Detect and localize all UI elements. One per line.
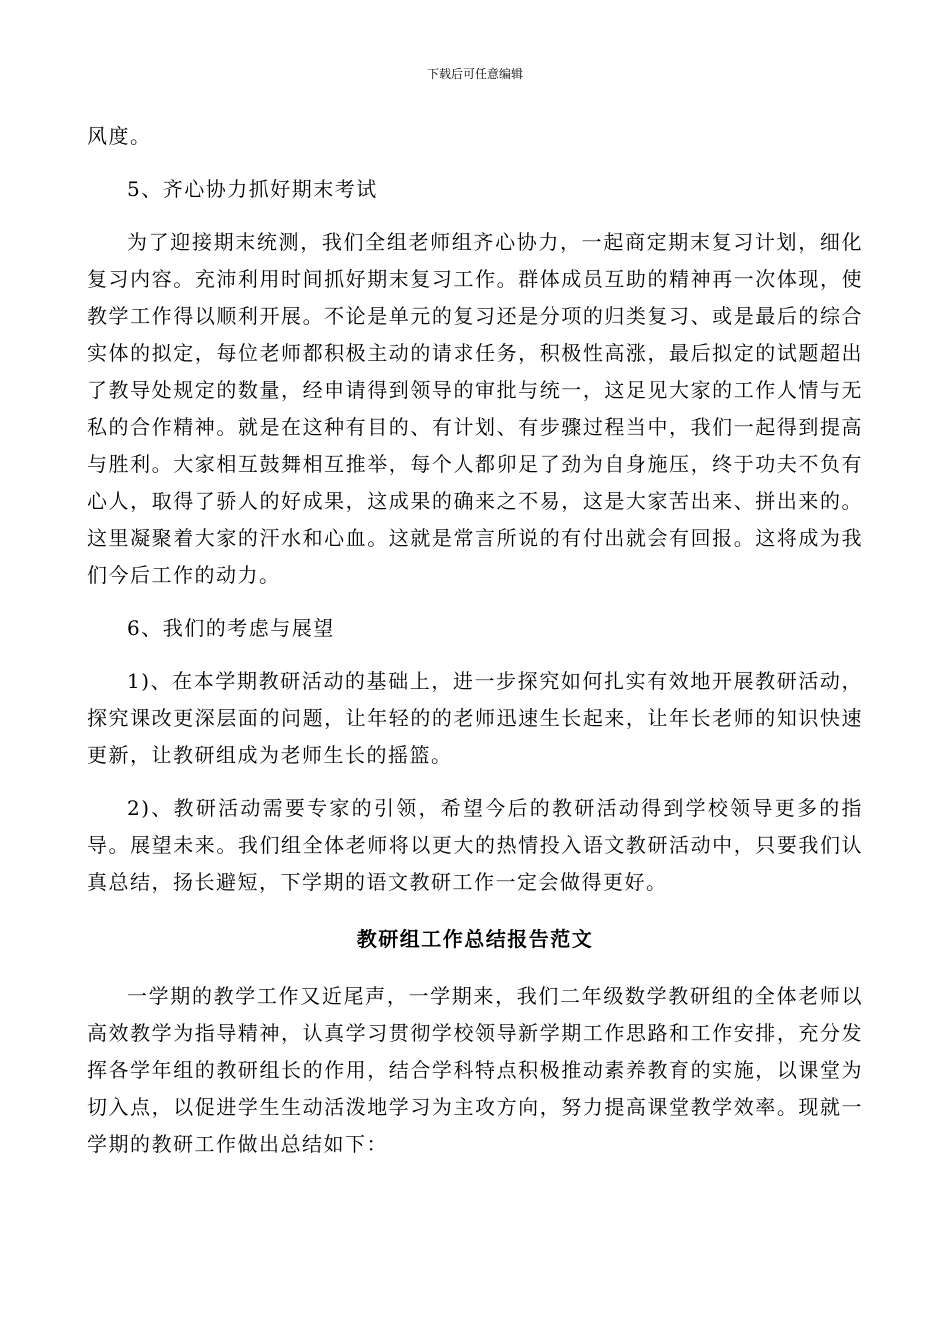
paragraph-outlook-1: 1)、在本学期教研活动的基础上，进一步探究如何扎实有效地开展教研活动，探究课改更深层面的问题，让年轻的的老师迅速生长起来，让年长老师的知识快速更新，让教研组成为老师生长的摇篮。	[87, 669, 863, 767]
paragraph-intro: 一学期的教学工作又近尾声，一学期来，我们二年级数学教研组的全体老师以高效教学为指导精神，认真学习贯彻学校领导新学期工作思路和工作安排，充分发挥各学年组的教研组长的作用，结合学科特点积极推动素养教育的实施，以课堂为切入点，以促进学生生动活泼地学习为主攻方向，努力提高课堂教学效率。现就一学期的教研工作做出总结如下：	[87, 984, 863, 1156]
paragraph-continuation: 风度。	[87, 124, 152, 148]
page-header: 下载后可任意编辑	[426, 67, 523, 81]
section-heading-5: 5、齐心协力抓好期末考试	[127, 177, 378, 201]
section-heading-6: 6、我们的考虑与展望	[127, 616, 335, 640]
paragraph-final-exam: 为了迎接期末统测，我们全组老师组齐心协力，一起商定期末复习计划，细化复习内容。充沛利用时间抓好期末复习工作。群体成员互助的精神再一次体现，使教学工作得以顺利开展。不论是单元的复习还是分项的归类复习、或是最后的综合实体的拟定，每位老师都积极主动的请求任务，积极性高涨，最后拟定的试题超出了教导处规定的数量，经申请得到领导的审批与统一，这足见大家的工作人情与无私的合作精神。就是在这种有目的、有计划、有步骤过程当中，我们一起得到提高与胜利。大家相互鼓舞相互推举，每个人都卯足了劲为自身施压，终于功夫不负有心人，取得了骄人的好成果，这成果的确来之不易，这是大家苦出来、拼出来的。这里凝聚着大家的汗水和心血。这就是常言所说的有付出就会有回报。这将成为我们今后工作的动力。	[87, 230, 863, 587]
document-body	[87, 118, 863, 1163]
document-title: 教研组工作总结报告范文	[356, 927, 594, 951]
paragraph-outlook-2: 2)、教研活动需要专家的引领，希望今后的教研活动得到学校领导更多的指导。展望未来。我们组全体老师将以更大的热情投入语文教研活动中，只要我们认真总结，扬长避短，下学期的语文教研工作一定会做得更好。	[87, 796, 863, 894]
